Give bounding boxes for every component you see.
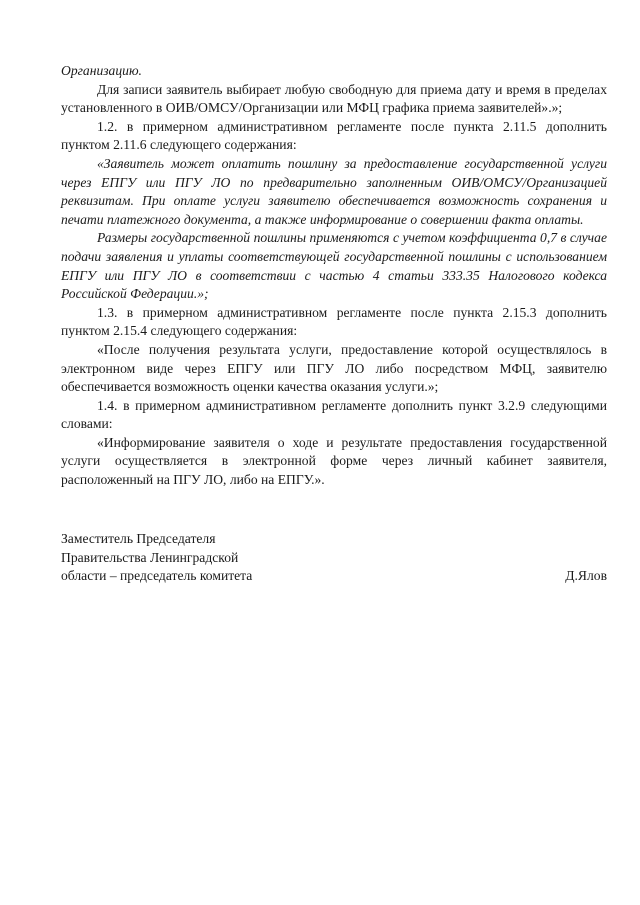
- signature-title-text-3: области – председатель комитета: [61, 568, 253, 584]
- signatory-name: Д.Ялов: [565, 568, 607, 584]
- paragraph-8: «Информирование заявителя о ходе и результате предоставления государственной услуги осуществляется в электронной форме через личный кабинет заявителя, расположенный на ПГУ ЛО, либо на ЕПГУ.».: [61, 434, 607, 488]
- paragraph-0: Организацию.: [61, 63, 142, 78]
- document-body: [61, 62, 607, 490]
- signature-title-line-2: [61, 549, 607, 568]
- paragraph-7: 1.4. в примерном административном регламенте дополнить пункт 3.2.9 следующими словами:: [61, 397, 607, 432]
- signature-title-text-2: Правительства Ленинградской: [61, 549, 239, 565]
- paragraph-1: Для записи заявитель выбирает любую свободную для приема дату и время в пределах установленного в ОИВ/ОМСУ/Организации или МФЦ графика приема заявителей».»;: [61, 81, 607, 116]
- signature-title-line-1: [61, 530, 607, 549]
- paragraph-5: 1.3. в примерном административном регламенте после пункта 2.15.3 дополнить пунктом 2.15.4 следующего содержания:: [61, 304, 607, 339]
- paragraph-3: «Заявитель может оплатить пошлину за предоставление государственной услуги через ЕПГУ или ПГУ ЛО по предварительно заполненным ОИВ/ОМСУ/Организацией реквизитам. При оплате услуги заявителю обеспечивается возможность сохранения и печати платежного документа, а также информирование о совершении факта оплаты.: [61, 155, 607, 227]
- signature-title-line-3: [61, 567, 607, 586]
- signature-title-text-1: Заместитель Председателя: [61, 531, 216, 546]
- paragraph-2: 1.2. в примерном административном регламенте после пункта 2.11.5 дополнить пунктом 2.11.6 следующего содержания:: [61, 118, 607, 153]
- paragraph-6: «После получения результата услуги, предоставление которой осуществлялось в электронном виде через ЕПГУ или ПГУ ЛО либо посредством МФЦ, заявителю обеспечивается возможность оценки качества оказания услуги.»;: [61, 341, 607, 395]
- paragraph-4: Размеры государственной пошлины применяются с учетом коэффициента 0,7 в случае подачи заявления и уплаты соответствующей государственной пошлины с использованием ЕПГУ или ПГУ ЛО в соответствии с частью 4 статьи 333.35 Налогового кодекса Российской Федерации.»;: [61, 230, 607, 302]
- signature-block: [61, 530, 607, 586]
